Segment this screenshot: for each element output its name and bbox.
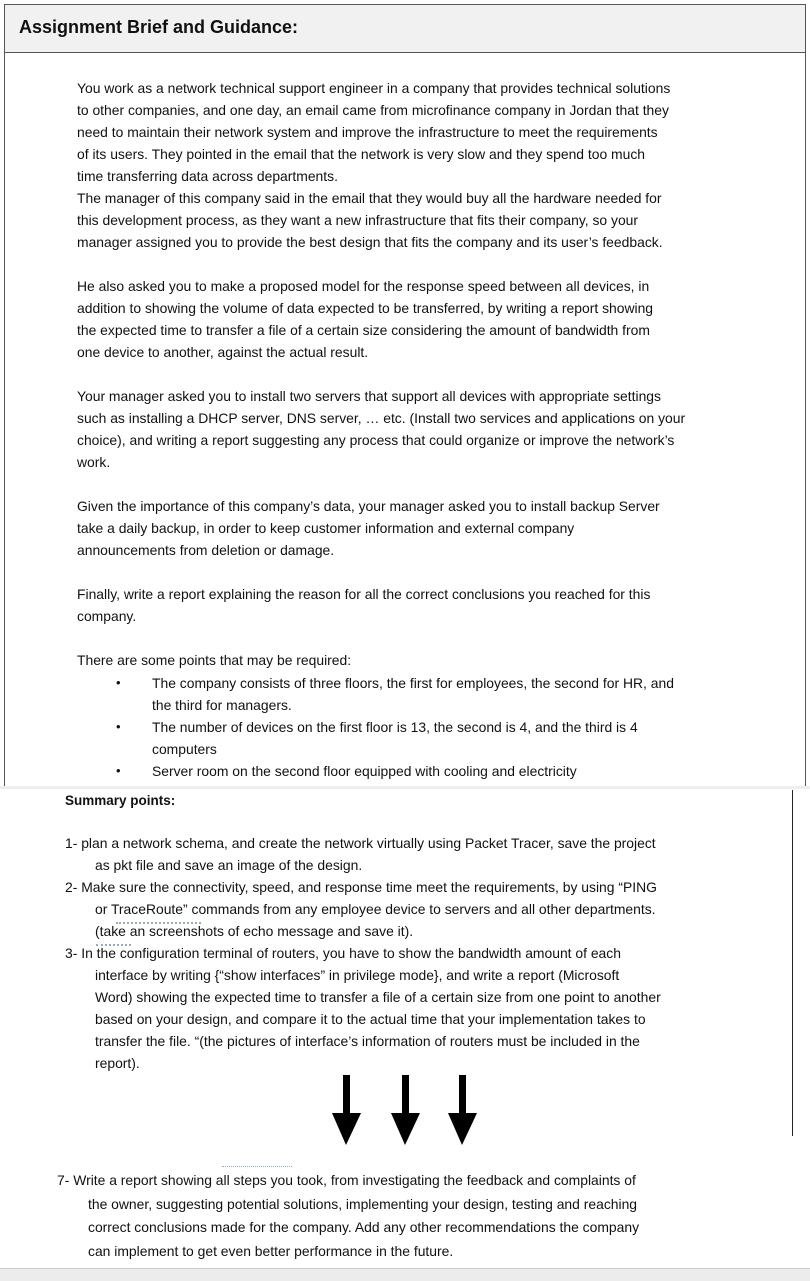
paragraph-line: choice), and writing a report suggesting any process that could organize or improve the network’s — [77, 432, 675, 448]
paragraph-line: to other companies, and one day, an email came from microfinance company in Jordan that they — [77, 102, 669, 118]
down-arrows-icon — [330, 1075, 480, 1147]
spellcheck-underline — [116, 921, 201, 924]
paragraph-line: need to maintain their network system and improve the infrastructure to meet the requirements — [77, 124, 658, 140]
bullet-item-line: computers — [152, 741, 217, 757]
paragraph-line: of its users. They pointed in the email that the network is very slow and they spend too much — [77, 146, 646, 162]
bottom-bar — [0, 1268, 810, 1281]
paragraph-line: announcements from deletion or damage. — [77, 542, 335, 558]
bullet-item-line: Server room on the second floor equipped with cooling and electricity — [152, 763, 577, 779]
summary-item-line: transfer the file. “(the pictures of interface’s information of routers must be included in the — [95, 1033, 640, 1049]
paragraph-line: company. — [77, 608, 137, 624]
spellcheck-underline — [96, 943, 131, 946]
brief-header — [5, 5, 805, 53]
bullet-icon: • — [116, 763, 121, 778]
summary-item-line: based on your design, and compare it to the actual time that your implementation takes to — [95, 1011, 646, 1027]
summary-item: 2- Make sure the connectivity, speed, and response time meet the requirements, by using “PING — [65, 879, 657, 895]
bullet-icon: • — [116, 719, 121, 734]
paragraph-line: time transferring data across departments. — [77, 168, 338, 184]
summary-item-line: or TraceRoute” commands from any employee device to servers and all other departments. — [95, 901, 656, 917]
summary-item-line: (take an screenshots of echo message and save it). — [95, 923, 414, 939]
paragraph-line: work. — [77, 454, 111, 470]
summary-item: 7- Write a report showing all steps you took, from investigating the feedback and complaints of — [57, 1172, 636, 1188]
paragraph-line: addition to showing the volume of data expected to be transferred, by writing a report showing — [77, 300, 654, 316]
arrow-down-icon — [448, 1075, 477, 1145]
arrow-down-icon — [332, 1075, 361, 1145]
paragraph-line: take a daily backup, in order to keep customer information and external company — [77, 520, 575, 536]
paragraph-line: There are some points that may be required: — [77, 652, 352, 668]
bullet-item-line: The number of devices on the first floor is 13, the second is 4, and the third is 4 — [152, 719, 638, 735]
summary-item: 3- In the configuration terminal of routers, you have to show the bandwidth amount of each — [65, 945, 621, 961]
spellcheck-underline — [222, 1165, 292, 1167]
arrow-down-icon — [391, 1075, 420, 1145]
summary-item-line: report). — [95, 1055, 140, 1071]
paragraph-line: The manager of this company said in the email that they would buy all the hardware needed for — [77, 190, 662, 206]
paragraph-line: Finally, write a report explaining the reason for all the correct conclusions you reached for this — [77, 586, 651, 602]
paragraph-line: this development process, as they want a new infrastructure that fits their company, so your — [77, 212, 639, 228]
summary-title: Summary points: — [65, 793, 176, 808]
paragraph-line: He also asked you to make a proposed model for the response speed between all devices, in — [77, 278, 650, 294]
summary-border — [792, 790, 793, 1136]
bullet-item-line: The company consists of three floors, the first for employees, the second for HR, and — [152, 675, 674, 691]
paragraph-line: the expected time to transfer a file of a certain size considering the amount of bandwidth from — [77, 322, 650, 338]
paragraph-line: one device to another, against the actual result. — [77, 344, 369, 360]
summary-item-line: can implement to get even better performance in the future. — [88, 1242, 454, 1259]
summary-item-line: the owner, suggesting potential solutions, implementing your design, testing and reaching — [88, 1195, 638, 1212]
summary-item-line: correct conclusions made for the company. Add any other recommendations the company — [88, 1219, 640, 1235]
paragraph-line: manager assigned you to provide the best design that fits the company and its user’s feedback. — [77, 234, 663, 250]
page-title: Assignment Brief and Guidance: — [19, 17, 299, 37]
section-separator — [0, 786, 810, 789]
summary-item-line: as pkt file and save an image of the design. — [95, 857, 363, 873]
paragraph-line: such as installing a DHCP server, DNS server, … etc. (Install two services and applications on your — [77, 410, 686, 426]
paragraph-line: You work as a network technical support engineer in a company that provides technical solutions — [77, 80, 671, 96]
paragraph-line: Your manager asked you to install two servers that support all devices with appropriate settings — [77, 388, 661, 404]
paragraph-line: Given the importance of this company’s data, your manager asked you to install backup Server — [77, 498, 660, 514]
bullet-icon: • — [116, 675, 121, 690]
bullet-item-line: the third for managers. — [152, 697, 292, 713]
summary-item-line: Word) showing the expected time to transfer a file of a certain size from one point to another — [95, 989, 661, 1005]
summary-item: 1- plan a network schema, and create the network virtually using Packet Tracer, save the project — [65, 835, 656, 851]
summary-item-line: interface by writing {“show interfaces” in privilege mode}, and write a report (Microsoft — [95, 967, 620, 983]
